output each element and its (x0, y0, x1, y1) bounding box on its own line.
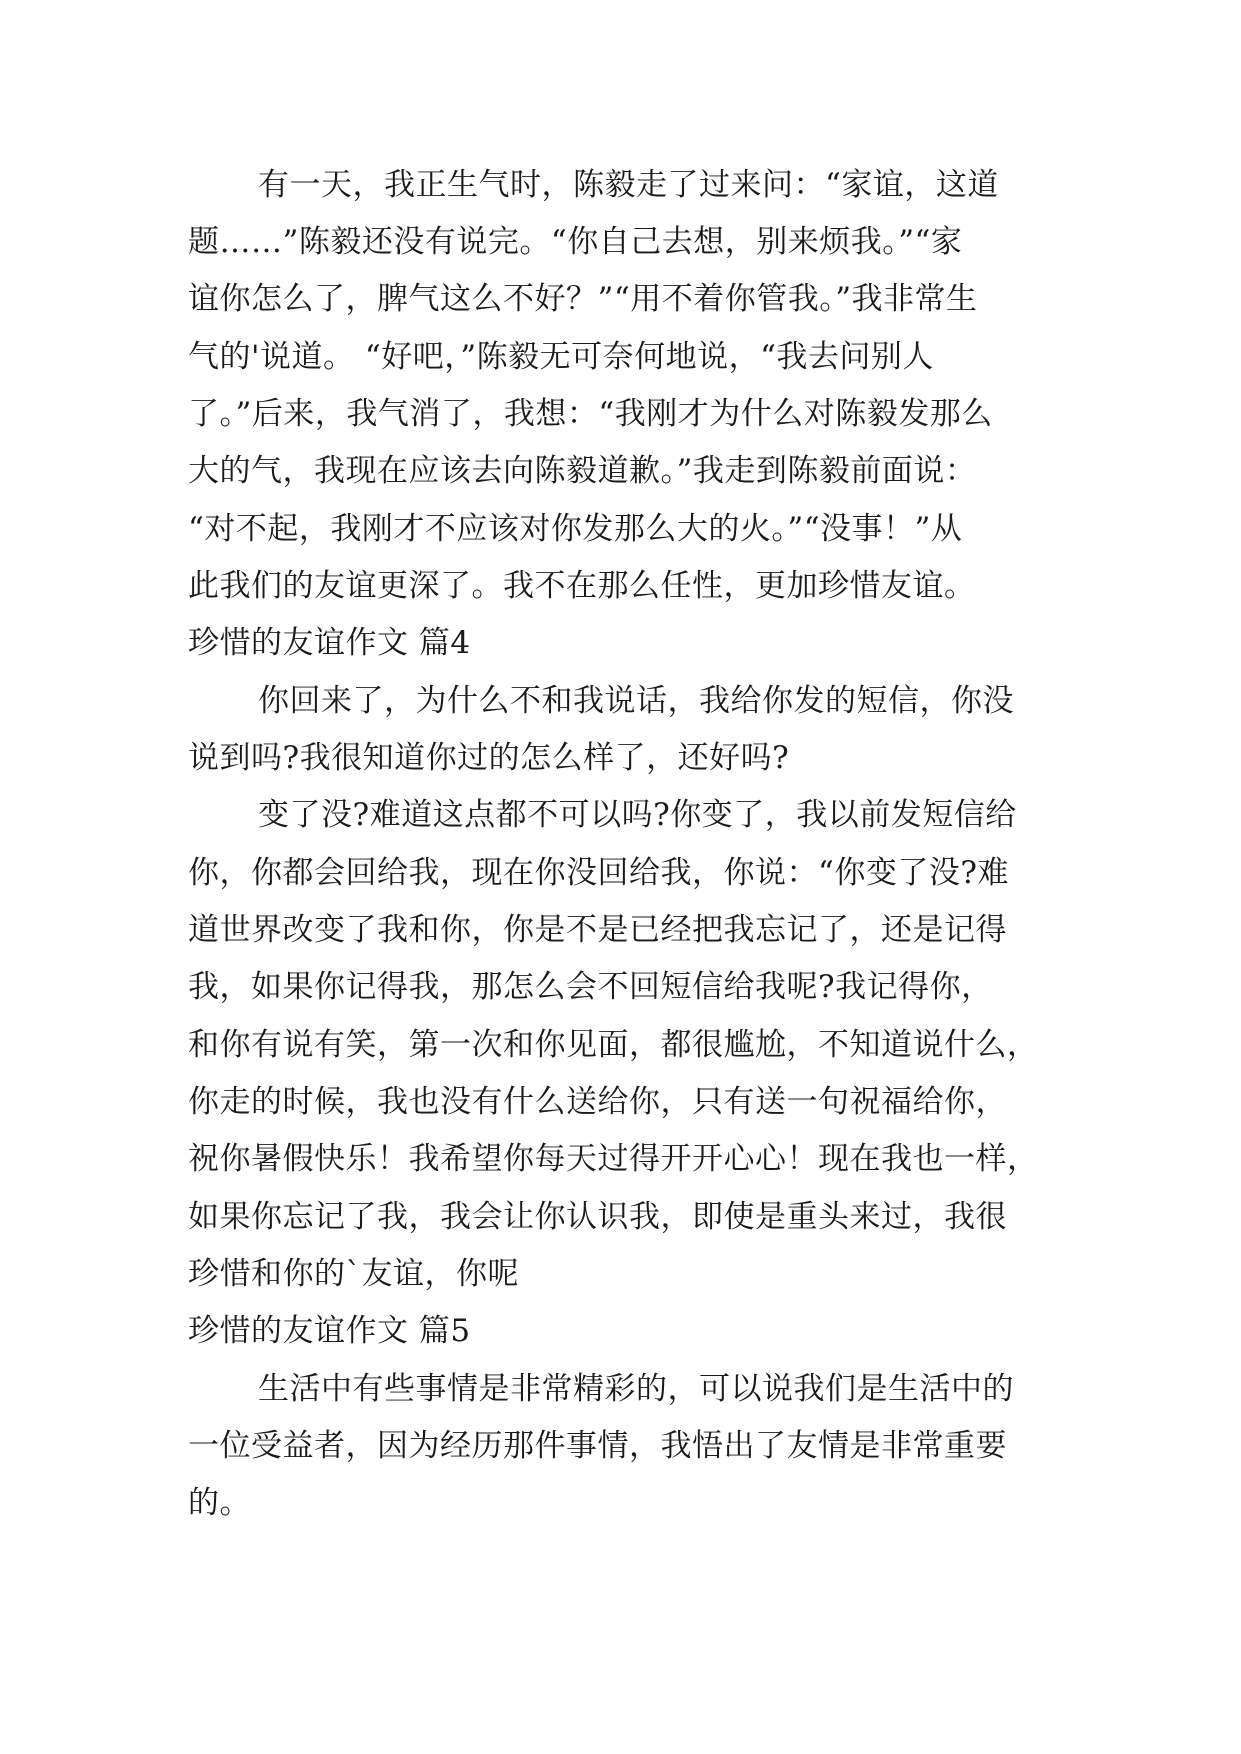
text-line: 道世界改变了我和你，你是不是已经把我忘记了，还是记得 (188, 912, 1007, 948)
text-line: 变了没?难道这点都不可以吗?你变了，我以前发短信给 (258, 797, 1017, 833)
text-line: 我，如果你记得我，那怎么会不回短信给我呢?我记得你， (188, 969, 993, 1005)
text-line: 珍惜和你的`友谊，你呢 (188, 1256, 519, 1292)
text-line: “对不起，我刚才不应该对你发那么大的火。”“没事！”从 (188, 511, 963, 547)
text-line: 题……”陈毅还没有说完。“你自己去想，别来烦我。”“家 (188, 224, 963, 260)
text-line: 祝你暑假快乐！我希望你每天过得开开心心！现在我也一样， (188, 1141, 1039, 1177)
text-line: 你回来了，为什么不和我说话，我给你发的短信，你没 (258, 683, 1014, 719)
text-line: 如果你忘记了我，我会让你认识我，即使是重头来过，我很 (188, 1199, 1007, 1235)
text-line: 了。”后来，我气消了，我想：“我刚才为什么对陈毅发那么 (188, 396, 993, 432)
section-heading: 珍惜的友谊作文 篇5 (188, 1313, 471, 1349)
text-line: 此我们的友谊更深了。我不在那么任性，更加珍惜友谊。 (188, 568, 976, 604)
section-heading: 珍惜的友谊作文 篇4 (188, 625, 471, 661)
text-line: 生活中有些事情是非常精彩的，可以说我们是生活中的 (258, 1371, 1014, 1407)
text-line: 和你有说有笑，第一次和你见面，都很尴尬，不知道说什么， (188, 1027, 1039, 1063)
text-line: 大的气，我现在应该去向陈毅道歉。”我走到陈毅前面说： (188, 453, 977, 489)
text-line: 谊你怎么了，脾气这么不好？”“用不着你管我。”我非常生 (188, 281, 978, 317)
text-line: 气的'说道。 “好吧，”陈毅无可奈何地说，“我去问别人 (188, 339, 934, 375)
text-line: 有一天，我正生气时，陈毅走了过来问：“家谊，这道 (258, 167, 999, 203)
text-line: 的。 (188, 1485, 251, 1521)
text-line: 你，你都会回给我，现在你没回给我，你说：“你变了没?难 (188, 855, 1009, 891)
text-line: 一位受益者，因为经历那件事情，我悟出了友情是非常重要 (188, 1428, 1007, 1464)
text-line: 说到吗?我很知道你过的怎么样了，还好吗? (188, 740, 790, 776)
text-line: 你走的时候，我也没有什么送给你，只有送一句祝福给你， (188, 1084, 1007, 1120)
